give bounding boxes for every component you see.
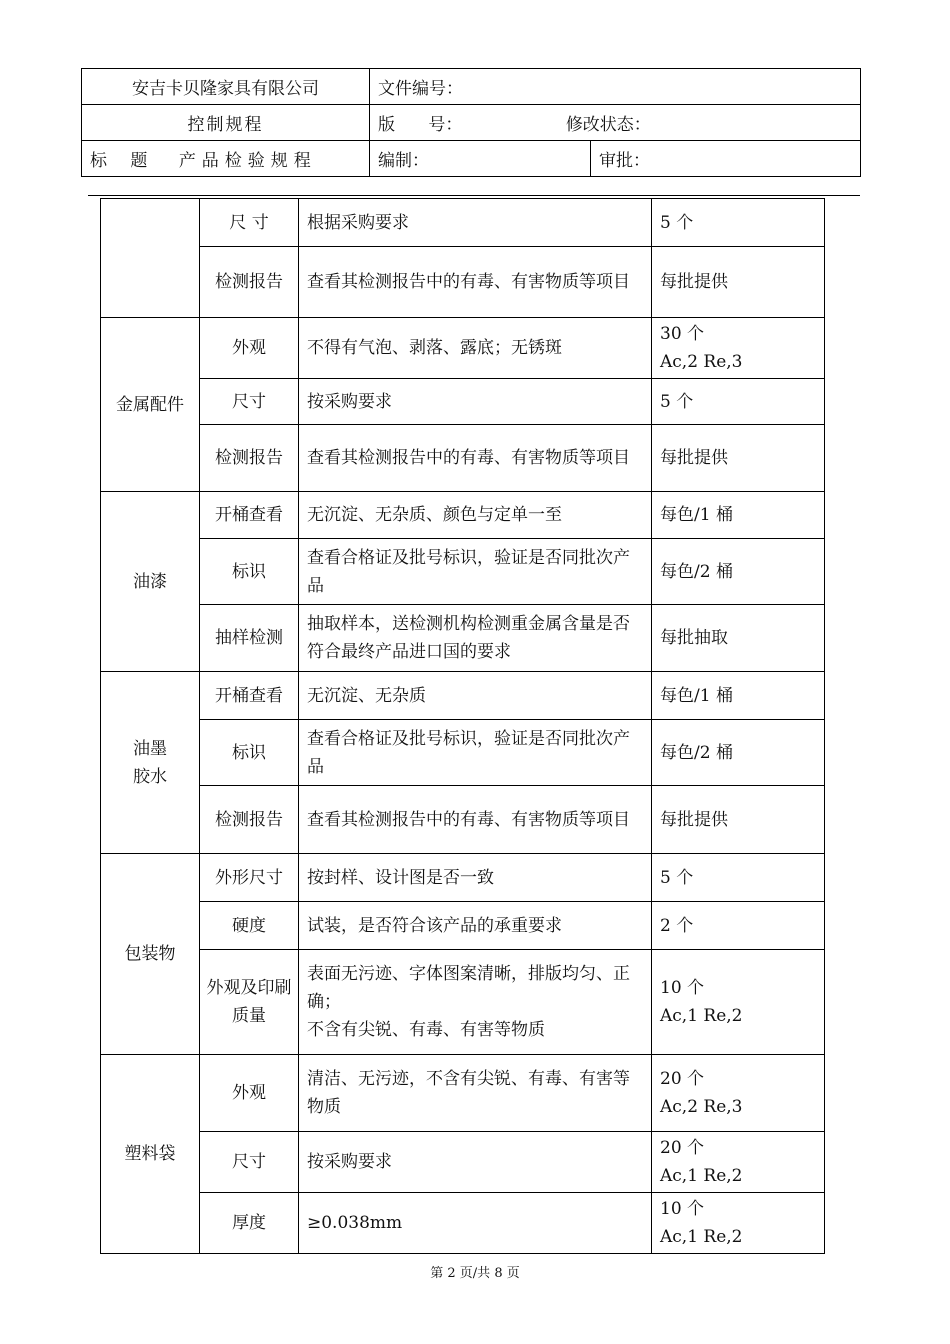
table-row (101, 492, 825, 539)
item-cell: 外观 (200, 1055, 299, 1132)
sample-cell: 每色/1 桶 (652, 672, 825, 720)
item-cell: 检测报告 (200, 247, 299, 318)
page-number: 第 2 页/共 8 页 (430, 1266, 520, 1281)
sample-cell: 5 个 (652, 854, 825, 902)
requirement-cell: 无沉淀、无杂质 (299, 672, 652, 720)
requirement-cell: 按采购要求 (299, 1132, 652, 1193)
table-row (101, 672, 825, 720)
requirement-cell: 查看其检测报告中的有毒、有害物质等项目 (299, 247, 652, 318)
sample-cell: 30 个 Ac,2 Re,3 (652, 318, 825, 379)
document-header (81, 68, 861, 177)
item-cell: 尺寸 (200, 379, 299, 425)
requirement-cell: 试装，是否符合该产品的承重要求 (299, 902, 652, 950)
table-row (101, 720, 825, 786)
requirement-cell: ≥0.038mm (299, 1193, 652, 1254)
sample-cell: 5 个 (652, 379, 825, 425)
requirement-cell: 查看其检测报告中的有毒、有害物质等项目 (299, 786, 652, 854)
doc-number-label: 文件编号： (370, 69, 861, 105)
requirement-cell: 清洁、无污迹，不含有尖锐、有毒、有害等物质 (299, 1055, 652, 1132)
table-row (101, 1055, 825, 1132)
company-name: 安吉卡贝隆家具有限公司 (82, 69, 370, 105)
sample-cell: 10 个 Ac,1 Re,2 (652, 1193, 825, 1254)
requirement-cell: 查看合格证及批号标识，验证是否同批次产品 (299, 720, 652, 786)
requirement-cell: 按采购要求 (299, 379, 652, 425)
table-row (101, 247, 825, 318)
prepared-by-label: 编制： (370, 141, 591, 177)
item-cell: 开桶查看 (200, 672, 299, 720)
item-cell: 尺 寸 (200, 199, 299, 247)
category-ink-glue: 油墨 胶水 (101, 672, 200, 854)
table-row (101, 379, 825, 425)
category-paint: 油漆 (101, 492, 200, 672)
version-label: 版 号： (378, 115, 463, 135)
sample-cell: 每批提供 (652, 786, 825, 854)
item-cell: 外形尺寸 (200, 854, 299, 902)
item-cell: 开桶查看 (200, 492, 299, 539)
table-row (101, 425, 825, 492)
sample-cell: 5 个 (652, 199, 825, 247)
requirement-cell: 表面无污迹、字体图案清晰，排版均匀、正确； 不含有尖锐、有毒、有害等物质 (299, 950, 652, 1055)
item-cell: 外观 (200, 318, 299, 379)
item-cell: 检测报告 (200, 786, 299, 854)
sample-cell: 10 个 Ac,1 Re,2 (652, 950, 825, 1055)
table-row (101, 786, 825, 854)
table-row (101, 854, 825, 902)
sample-cell: 20 个 Ac,2 Re,3 (652, 1055, 825, 1132)
item-cell: 尺寸 (200, 1132, 299, 1193)
category-packaging: 包装物 (101, 854, 200, 1055)
header-divider (88, 195, 860, 196)
sample-cell: 每色/1 桶 (652, 492, 825, 539)
item-cell: 标识 (200, 539, 299, 605)
procedure-label: 控制规程 (82, 105, 370, 141)
sample-cell: 20 个 Ac,1 Re,2 (652, 1132, 825, 1193)
requirement-cell: 根据采购要求 (299, 199, 652, 247)
requirement-cell: 查看其检测报告中的有毒、有害物质等项目 (299, 425, 652, 492)
sample-cell: 每批提供 (652, 425, 825, 492)
table-row (101, 539, 825, 605)
table-row (101, 318, 825, 379)
table-row (101, 1193, 825, 1254)
item-cell: 硬度 (200, 902, 299, 950)
table-row (101, 199, 825, 247)
category-cell-continued (101, 199, 200, 318)
requirement-cell: 查看合格证及批号标识，验证是否同批次产品 (299, 539, 652, 605)
version-revision-cell (370, 105, 861, 141)
item-cell: 标识 (200, 720, 299, 786)
title-label: 标 题 (90, 151, 148, 171)
sample-cell: 2 个 (652, 902, 825, 950)
requirement-cell: 按封样、设计图是否一致 (299, 854, 652, 902)
sample-cell: 每色/2 桶 (652, 720, 825, 786)
sample-cell: 每色/2 桶 (652, 539, 825, 605)
inspection-table (100, 198, 825, 1254)
title-cell (82, 141, 370, 177)
requirement-cell: 不得有气泡、剥落、露底；无锈斑 (299, 318, 652, 379)
item-cell: 检测报告 (200, 425, 299, 492)
table-row (101, 1132, 825, 1193)
table-row (101, 902, 825, 950)
revision-label: 修改状态： (565, 115, 651, 135)
sample-cell: 每批提供 (652, 247, 825, 318)
requirement-cell: 无沉淀、无杂质、颜色与定单一至 (299, 492, 652, 539)
item-cell: 外观及印刷质量 (200, 950, 299, 1055)
table-row (101, 605, 825, 672)
approved-by-label: 审批： (591, 141, 861, 177)
table-row (101, 950, 825, 1055)
requirement-cell: 抽取样本，送检测机构检测重金属含量是否符合最终产品进口国的要求 (299, 605, 652, 672)
category-plastic-bag: 塑料袋 (101, 1055, 200, 1254)
item-cell: 厚度 (200, 1193, 299, 1254)
sample-cell: 每批抽取 (652, 605, 825, 672)
title-value: 产品检验规程 (178, 151, 317, 171)
item-cell: 抽样检测 (200, 605, 299, 672)
category-metal-parts: 金属配件 (101, 318, 200, 492)
